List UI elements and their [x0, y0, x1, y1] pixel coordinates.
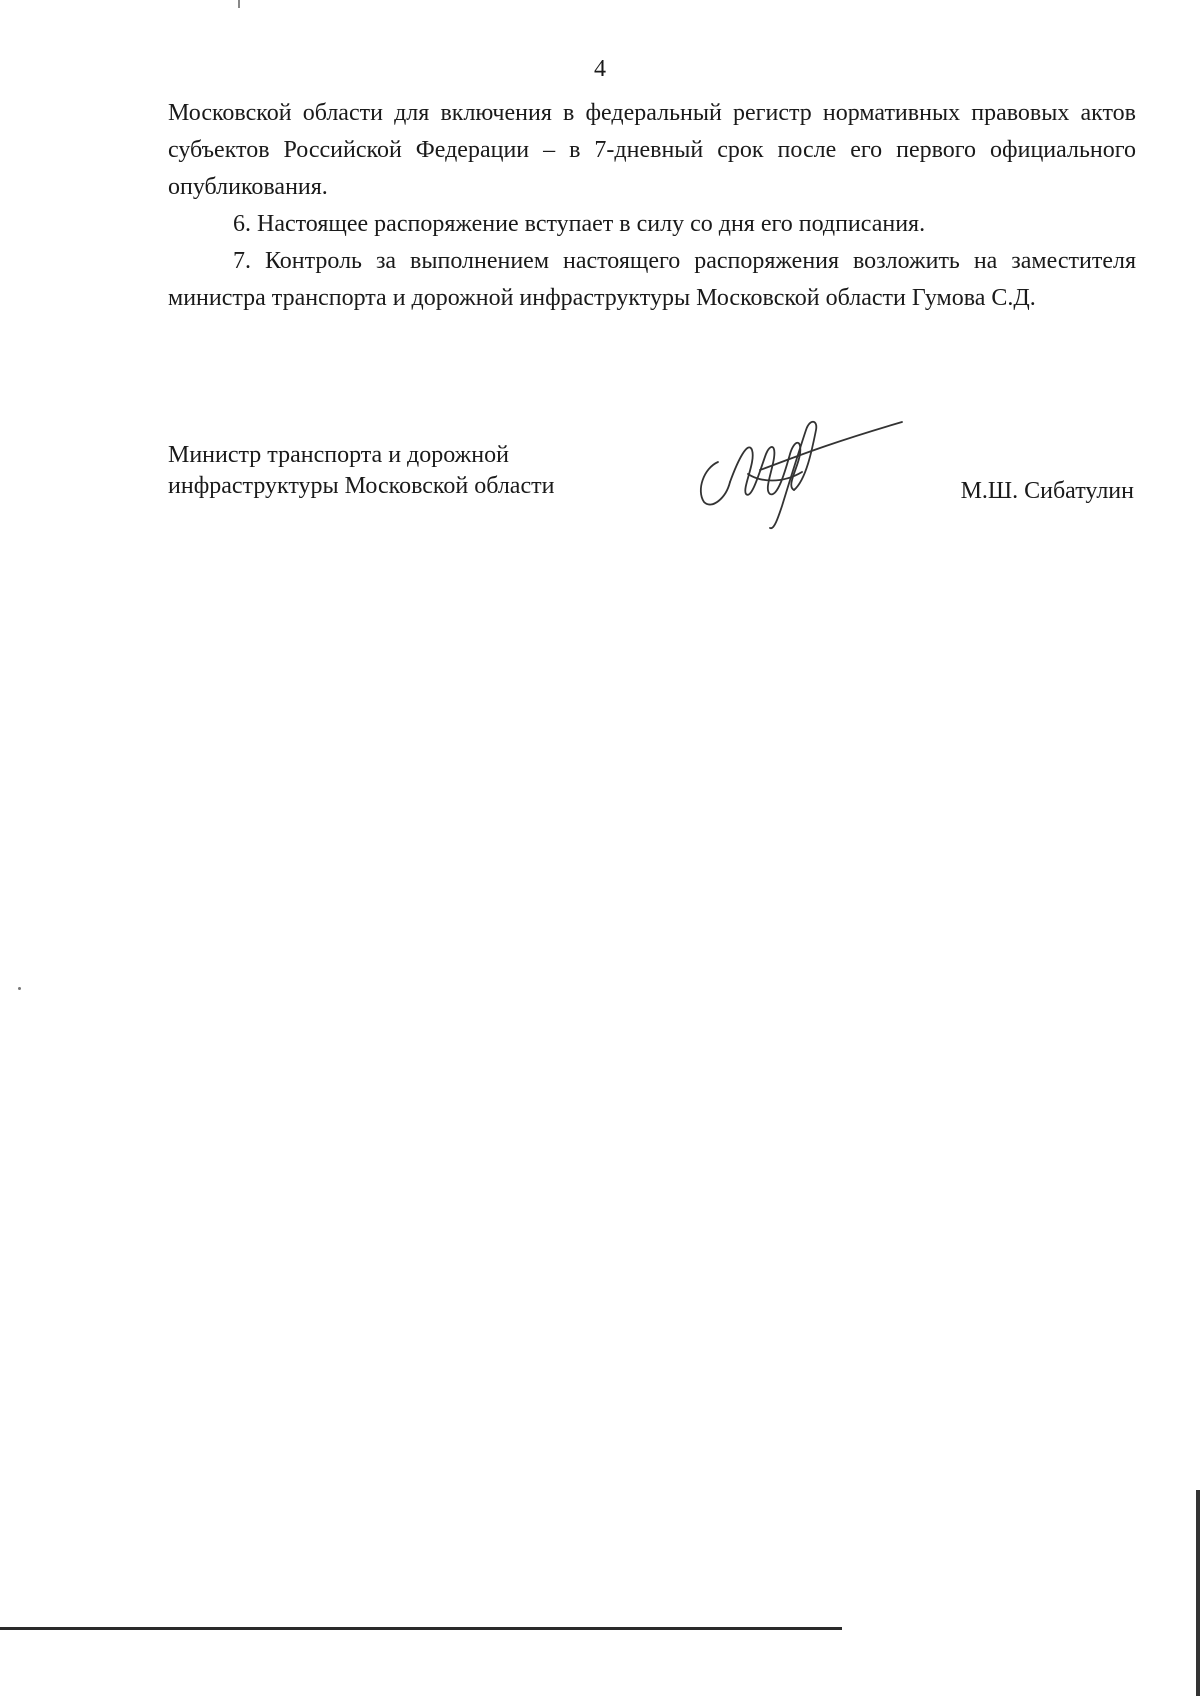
- paragraph-item-6: 6. Настоящее распоряжение вступает в силу со дня его подписания.: [233, 211, 926, 237]
- signature-position: [168, 440, 554, 502]
- paragraph-item-7: 7. Контроль за выполнением настоящего распоряжения возложить на заместителя министра транспорта и дорожной инфраструктуры Московской области Гумова С.Д.: [168, 248, 1136, 311]
- signature-position-line-2: инфраструктуры Московской области: [168, 473, 555, 499]
- signature-position-line-1: Министр транспорта и дорожной: [168, 442, 509, 468]
- scan-artifact-right-edge: [1196, 1490, 1200, 1696]
- document-body: [168, 95, 1136, 317]
- scan-artifact-tick: [238, 0, 240, 8]
- signer-name: М.Ш. Сибатулин: [960, 478, 1134, 504]
- scan-artifact-speck: [18, 987, 21, 990]
- page-number: 4: [594, 56, 606, 82]
- scan-artifact-bottom-line: [0, 1627, 842, 1630]
- handwritten-signature: [690, 410, 910, 535]
- paragraph-continuation: Московской области для включения в федеральный регистр нормативных правовых актов субъектов Российской Федерации – в 7-дневный срок после его первого официального опубликования.: [168, 100, 1136, 200]
